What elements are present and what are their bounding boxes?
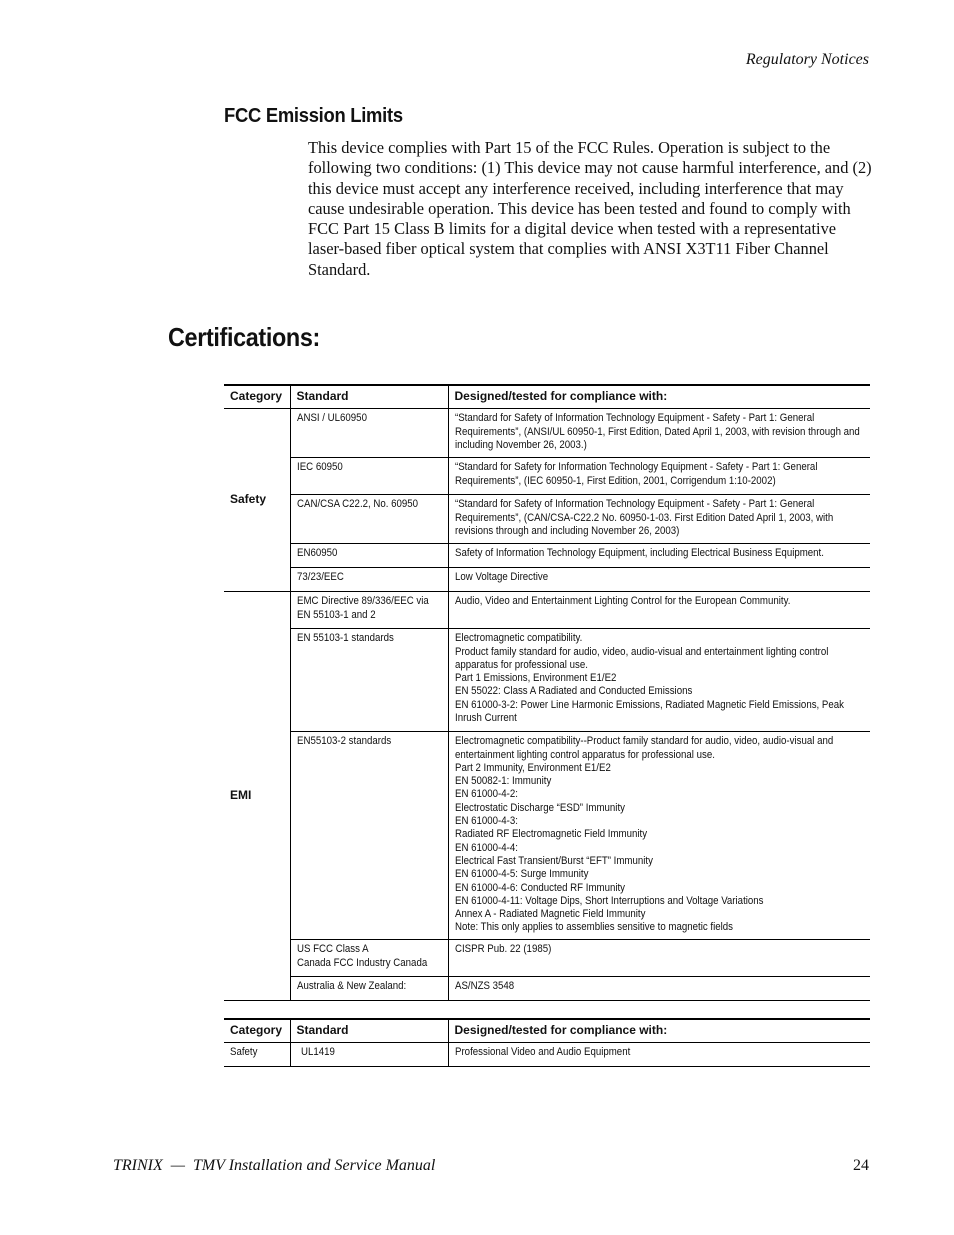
table-row (224, 1043, 870, 1067)
fcc-paragraph: This device complies with Part 15 of the FCC Rules. Operation is subject to the following two conditions: (1) This device may not cause harmful interference, and (2) this device must accept any interference received, including interference that may cause undesirable operation. This device has been tested and found to comply with FCC Part 15 Class B limits for a digital device when tested with a representative laser-based fiber optical system that complies with ANSI X3T11 Fiber Channel Standard. (308, 138, 872, 279)
table-row (224, 629, 870, 732)
standard-cell: ANSI / UL60950 (290, 409, 448, 458)
running-header: Regulatory Notices (745, 51, 869, 68)
table-row (224, 592, 870, 629)
table-row (224, 544, 870, 568)
column-header-standard: Standard (290, 1019, 448, 1043)
standard-cell: CAN/CSA C22.2, No. 60950 (290, 495, 448, 544)
table-row (224, 977, 870, 1001)
table-row (224, 409, 870, 458)
table-row (224, 568, 870, 592)
column-header-standard: Standard (290, 385, 448, 409)
table-header-row (224, 385, 870, 409)
certifications-heading: Certifications: (168, 322, 320, 352)
standard-cell: EN 55103-1 standards (290, 629, 448, 732)
table-row (224, 458, 870, 495)
table-row (224, 732, 870, 940)
table-row (224, 495, 870, 544)
fcc-heading: FCC Emission Limits (224, 105, 403, 127)
category-safety: Safety (224, 409, 290, 592)
table-header-row (224, 1019, 870, 1043)
standard-cell: UL1419 (290, 1043, 448, 1067)
page-number: 24 (853, 1157, 869, 1174)
table-row (224, 940, 870, 977)
footer-title: TRINIX — TMV Installation and Service Manual (113, 1157, 436, 1174)
standard-cell: EN55103-2 standards (290, 732, 448, 940)
category-cell: Safety (224, 1043, 290, 1067)
compliance-cell: CISPR Pub. 22 (1985) (448, 940, 870, 977)
column-header-category: Category (224, 1019, 290, 1043)
compliance-cell: Professional Video and Audio Equipment (448, 1043, 870, 1067)
compliance-cell: Low Voltage Directive (448, 568, 870, 592)
compliance-cell: Safety of Information Technology Equipment, including Electrical Business Equipment. (448, 544, 870, 568)
certifications-table-2 (224, 1018, 870, 1067)
compliance-cell: “Standard for Safety of Information Technology Equipment - Safety - Part 1: General Requirements”, (CAN/CSA-C22.2 No. 60950-1-03. First Edition Dated April 1, 2003, with revisions through and including November 26, 2003) (448, 495, 870, 544)
certifications-table (224, 384, 870, 1001)
compliance-cell: Electromagnetic compatibility. Product family standard for audio, video, audio-visual and entertainment lighting control apparatus for professional use. Part 1 Emissions, Environment E1/E2 EN 55022: Class A Radiated and Conducted Emissions EN 61000-3-2: Power Line Harmonic Emissions, Radiated Magnetic Field Emissions, Peak Inrush Current (448, 629, 870, 732)
compliance-cell: Electromagnetic compatibility--Product family standard for audio, video, audio-visual and entertainment lighting control apparatus for professional use. Part 2 Immunity, Environment E1/E2 EN 50082-1: Immunity EN 61000-4-2: Electrostatic Discharge “ESD” Immunity EN 61000-4-3: Radiated RF Electromagnetic Field Immunity EN 61000-4-4: Electrical Fast Transient/Burst “EFT” Immunity EN 61000-4-5: Surge Immunity EN 61000-4-6: Conducted RF Immunity EN 61000-4-11: Voltage Dips, Short Interruptions and Voltage Variations Annex A - Radiated Magnetic Field Immunity Note: This only applies to assemblies sensitive to magnetic fields (448, 732, 870, 940)
column-header-category: Category (224, 385, 290, 409)
standard-cell: EMC Directive 89/336/EEC via EN 55103-1 and 2 (290, 592, 448, 629)
standard-cell: 73/23/EEC (290, 568, 448, 592)
category-emi: EMI (224, 592, 290, 1001)
compliance-cell: “Standard for Safety for Information Technology Equipment - Safety - Part 1: General Requirements”, (IEC 60950-1, First Edition, 2001, Corrigendum 1:10-2002) (448, 458, 870, 495)
standard-cell: US FCC Class A Canada FCC Industry Canada (290, 940, 448, 977)
standard-cell: EN60950 (290, 544, 448, 568)
standard-cell: Australia & New Zealand: (290, 977, 448, 1001)
compliance-cell: Audio, Video and Entertainment Lighting Control for the European Community. (448, 592, 870, 629)
compliance-cell: AS/NZS 3548 (448, 977, 870, 1001)
column-header-compliance: Designed/tested for compliance with: (448, 1019, 870, 1043)
compliance-cell: “Standard for Safety of Information Technology Equipment - Safety - Part 1: General Requirements”, (ANSI/UL 60950-1, First Edition, Dated April 1, 2003, with revision through and including November 26, 2003.) (448, 409, 870, 458)
standard-cell: IEC 60950 (290, 458, 448, 495)
column-header-compliance: Designed/tested for compliance with: (448, 385, 870, 409)
